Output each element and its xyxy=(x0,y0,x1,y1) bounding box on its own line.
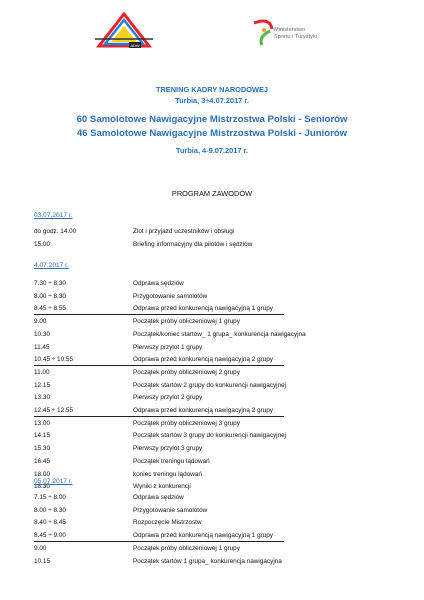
schedule-row xyxy=(34,303,394,315)
program-title: PROGRAM ZAWODÓW xyxy=(171,189,253,198)
schedule-time: 7.30 ÷ 8.30 xyxy=(34,280,66,287)
adw-logo xyxy=(93,12,155,50)
schedule-time: 11.45 xyxy=(34,343,50,351)
schedule-time: 8.45 ÷ 9.00 xyxy=(34,532,66,540)
schedule-time: 10.15 xyxy=(34,557,50,565)
schedule-description: Pierwszy przylot 1 grupy xyxy=(133,343,203,351)
event-dates: Turbia, 4-9.07.2017 r. xyxy=(175,146,249,155)
schedule-time: 18.30 xyxy=(34,483,50,491)
day-date: 05.07.2017 r. xyxy=(34,478,73,485)
schedule-row xyxy=(34,239,394,251)
title-seniors: 60 Samolotowe Nawigacyjne Mistrzostwa Polski - Seniorów xyxy=(76,114,348,125)
schedule-row xyxy=(34,492,394,504)
schedule-description: Początek treningu lądowań xyxy=(133,457,210,465)
schedule-time: 18.00 xyxy=(34,470,50,478)
schedule-row xyxy=(34,505,394,517)
adw-logo-text: ADW xyxy=(130,43,140,48)
schedule-time: 16.45 xyxy=(34,457,50,465)
schedule-description: Przygotowanie samolotów xyxy=(133,506,208,514)
schedule-time: 14.15 xyxy=(34,432,50,440)
schedule-description: Początek startów 1 grupa_ konkurencja nawigacyjna xyxy=(133,557,282,565)
schedule-time: 10.45 ÷ 10.55 xyxy=(34,356,74,364)
schedule-description: Odprawa przed konkurencją nawigacyjną 2 grupy xyxy=(133,407,273,414)
schedule-row xyxy=(34,392,394,404)
schedule-row xyxy=(34,226,394,238)
ministry-line-2: Sportu i Turystyki xyxy=(274,34,317,40)
schedule-row xyxy=(34,405,394,417)
schedule-time: 8.45 ÷ 8.55 xyxy=(34,305,66,313)
schedule-row xyxy=(34,456,394,468)
schedule-time: 8.00 ÷ 8.30 xyxy=(34,506,66,514)
schedule-description: Odprawa sędziów xyxy=(133,280,184,287)
schedule-description: Przygotowanie samolotów xyxy=(133,292,208,300)
schedule-row xyxy=(34,543,394,555)
ministry-line-1: Ministerstwo xyxy=(274,27,306,33)
schedule-description: Początek startów 2 grupy do konkurencji nawigacyjnej xyxy=(133,381,287,389)
schedule-description: Odprawa przed konkurencją nawigacyjną 1 grupy xyxy=(133,305,273,313)
day-date: 4.07.2017 r. xyxy=(34,262,69,269)
schedule-description: Początek/koniec startów_ 1 grupa_ konkurencja nawigacyjna xyxy=(133,330,306,338)
schedule-time: 15.00 xyxy=(34,240,50,248)
schedule-description: Początek próby obliczeniowej 3 grupy xyxy=(133,419,240,427)
schedule-time: 11.00 xyxy=(34,368,50,376)
schedule-time: 8.40 ÷ 8.45 xyxy=(34,519,66,527)
header-line-2: Turbia, 3÷4.07.2017 r. xyxy=(175,96,249,105)
schedule-time: 13.00 xyxy=(34,419,50,427)
schedule-time: 13.30 xyxy=(34,394,50,402)
schedule-description: Początek próby obliczeniowej 2 grupy xyxy=(133,368,240,376)
schedule-row xyxy=(34,530,394,542)
schedule-time: 8.00 ÷ 8.30 xyxy=(34,292,66,300)
schedule-description: Odprawa przed konkurencją nawigacyjną 2 grupy xyxy=(133,356,273,364)
schedule-time: 9.00 xyxy=(34,544,47,552)
schedule-row xyxy=(34,430,394,442)
schedule-row xyxy=(34,278,394,290)
schedule-row xyxy=(34,469,394,481)
schedule-description: Początek próby obliczeniowej 1 grupy xyxy=(133,544,240,552)
schedule-description: Wyniki z konkurencji xyxy=(133,483,191,491)
schedule-row xyxy=(34,367,394,379)
schedule-row xyxy=(34,556,394,568)
schedule-row xyxy=(34,380,394,392)
schedule-time: 7.15 ÷ 8.00 xyxy=(34,494,66,501)
schedule-description: Początek startów 3 grupy do konkurencji nawigacyjnej xyxy=(133,432,287,440)
schedule-description: Początek próby obliczeniowej 1 grupy xyxy=(133,318,240,326)
schedule-time: do godz. 14.00 xyxy=(34,228,77,235)
schedule-description: Odprawa przed konkurencją nawigacyjną 1 grupy xyxy=(133,532,273,540)
ministry-logo-text xyxy=(274,27,317,41)
schedule-time: 9.00 xyxy=(34,318,47,326)
schedule-row xyxy=(34,517,394,529)
schedule-time: 15.30 xyxy=(34,445,50,453)
header-line-1: TRENING KADRY NARODOWEJ xyxy=(155,85,269,94)
schedule-time: 10.30 xyxy=(34,330,50,338)
schedule-row xyxy=(34,418,394,430)
schedule-row xyxy=(34,329,394,341)
schedule-row xyxy=(34,354,394,366)
title-juniors: 46 Samolotowe Nawigacyjne Mistrzostwa Polski - Juniorów xyxy=(76,128,348,139)
schedule-description: Pierwszy przylot 3 grupy xyxy=(133,445,203,453)
schedule-row xyxy=(34,291,394,303)
schedule-description: Briefing informacyjny dla pilotów i sędziów xyxy=(133,240,253,248)
schedule-description: koniec treningu lądowań xyxy=(133,470,202,478)
schedule-time: 12.15 xyxy=(34,381,50,389)
schedule-description: Zlot i przyjazd uczestników i obsługi xyxy=(133,228,235,235)
day-date: 03.07.2017 r. xyxy=(34,212,73,219)
schedule-row xyxy=(34,443,394,455)
schedule-row xyxy=(34,342,394,354)
schedule-row xyxy=(34,316,394,328)
schedule-description: Pierwszy przylot 2 grupy xyxy=(133,394,203,402)
schedule-time: 12.45 ÷ 12.55 xyxy=(34,407,74,414)
schedule-description: Odprawa sędziów xyxy=(133,494,184,501)
schedule-description: Rozpoczęcie Mistrzostw xyxy=(133,519,202,527)
